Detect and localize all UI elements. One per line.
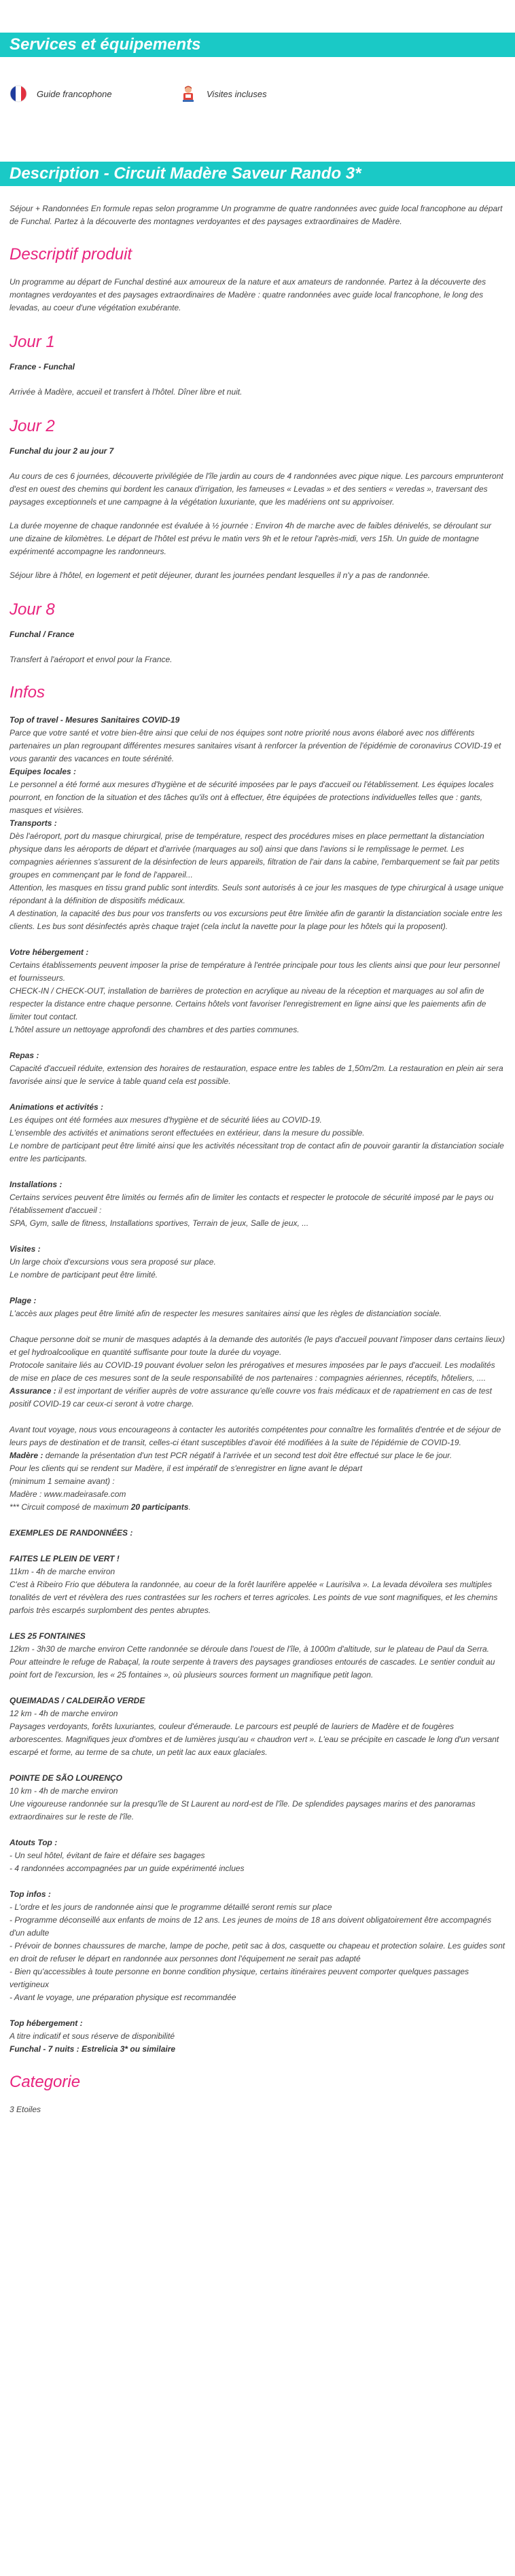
day-paragraph: La durée moyenne de chaque randonnée est évaluée à ½ journée : Environ 4h de marche avec de faibles dénivelés, se déroulant sur une dizaine de kilomètres. Le départ de l'hôtel est prévu le matin vers 9h et le retour l'après-midi, vers 15h. Un guide de montagne expérimenté accompagne les randonneurs. xyxy=(10,521,492,556)
info-line: Un large choix d'excursions vous sera proposé sur place. xyxy=(10,1257,216,1267)
info-heading: QUEIMADAS / CALDEIRÃO VERDE xyxy=(10,1696,145,1705)
spacer xyxy=(10,1617,505,1630)
descriptif-heading: Descriptif produit xyxy=(10,245,132,264)
info-line: CHECK-IN / CHECK-OUT, installation de barrières de protection en acrylique au niveau de la réception et marquages au sol afin de respecter la distance entre chaque personne. Certains hôtels vont favoriser l'enregistrement en ligne ainsi que les paiements afin de limiter tout contact. xyxy=(10,986,486,1021)
info-heading: Top infos : xyxy=(10,1889,51,1899)
spacer xyxy=(10,2004,505,2017)
info-line: Une vigoureuse randonnée sur la presqu'île de St Laurent au nord-est de l'île. De splendides paysages marins et des panoramas extraordinaires sur le reste de l'île. xyxy=(10,1799,476,1821)
feature-guide-label: Guide francophone xyxy=(37,88,112,99)
descriptif-text: Un programme au départ de Funchal destiné aux amoureux de la nature et aux amateurs de randonnée. Partez à la découverte des montagnes verdoyantes et des paysages extraordinaires de Madère : quatre randonnées avec guide local francophone, le long des levadas, au coeur d'une végétation exubérante. xyxy=(10,277,486,312)
spacer xyxy=(10,1165,505,1178)
info-line: Attention, les masques en tissu grand public sont interdits. Seuls sont autorisés à ce jour les masques de type chirurgical à usage unique répondant à la définition de dispositifs médicaux. xyxy=(10,883,504,905)
day-heading: Jour 2 xyxy=(10,417,55,435)
feature-visits-label: Visites incluses xyxy=(207,88,267,99)
day-heading: Jour 1 xyxy=(10,333,55,351)
admission-ticket-icon xyxy=(179,85,197,103)
info-line: - Un seul hôtel, évitant de faire et défaire ses bagages xyxy=(10,1851,205,1860)
spacer xyxy=(10,1230,505,1243)
services-list xyxy=(0,57,515,114)
services-header: Services et équipements xyxy=(0,33,515,57)
info-heading: LES 25 FONTAINES xyxy=(10,1631,86,1641)
info-line: A titre indicatif et sous réserve de disponibilité xyxy=(10,2031,175,2041)
info-heading: Repas : xyxy=(10,1051,39,1060)
description-content xyxy=(0,186,515,2116)
spacer xyxy=(10,1759,505,1772)
info-heading: Atouts Top : xyxy=(10,1838,58,1847)
info-line: 11km - 4h de marche environ xyxy=(10,1567,116,1576)
info-heading: Top hébergement : xyxy=(10,2018,83,2028)
categorie-heading: Categorie xyxy=(10,2073,81,2091)
info-label: Assurance : xyxy=(10,1386,56,1396)
info-line: Certains établissements peuvent imposer la prise de température à l'entrée principale pour tous les clients ainsi que pour leur personnel et fournisseurs. xyxy=(10,960,500,983)
info-line: Le nombre de participant peut être limité. xyxy=(10,1270,158,1280)
info-line: C'est à Ribeiro Frio que débutera la randonnée, au coeur de la forêt laurifère appelée « Laurisilva ». La levada dévoilera ses multiples tonalités de vert et révèlera des rues contrastées sur les rochers et terres agricoles. Les points de vue sont magnifiques, et les chemins parfois très escarpés surplombent des pentes abruptes. xyxy=(10,1580,498,1615)
info-line: Certains services peuvent être limités ou fermés afin de limiter les contacts et respecter le protocole de sécurité imposé par le pays ou l'établissement d'accueil : xyxy=(10,1193,494,1215)
info-line: - Bien qu'accessibles à toute personne en bonne condition physique, certains itinéraires peuvent comporter quelques passages vertigineux xyxy=(10,1967,469,1989)
categorie-value: 3 Etoiles xyxy=(10,2105,41,2114)
info-line: - Avant le voyage, une préparation physique est recommandée xyxy=(10,1993,236,2002)
intro-text: Séjour + Randonnées En formule repas selon programme Un programme de quatre randonnées avec guide local francophone au départ de Funchal. Partez à la découverte des montagnes verdoyantes et des paysages extraordinaires de Madère. xyxy=(10,204,503,226)
info-line: Le nombre de participant peut être limité ainsi que les activités nécessitant trop de contact afin de pouvoir garantir la distanciation sociale entre les participants. xyxy=(10,1141,504,1163)
day-paragraph: Transfert à l'aéroport et envol pour la France. xyxy=(10,655,173,664)
spacer xyxy=(10,1036,505,1049)
info-line: - 4 randonnées accompagnées par un guide expérimenté inclues xyxy=(10,1864,245,1873)
day-subtitle: France - Funchal xyxy=(10,362,75,371)
info-line: Capacité d'accueil réduite, extension des horaires de restauration, espace entre les tables de 1,50m/2m. La restauration en plein air sera favorisée ainsi que le service à table quand cela est possible. xyxy=(10,1064,503,1086)
info-line: Protocole sanitaire liés au COVID-19 pouvant évoluer selon les prérogatives et mesures imposées par le pays d'accueil. Les modalités de mise en place de ces mesures sont de la seule responsabilité de nos partenaires : compagnies aériennes, réceptifs, hôteliers, .... xyxy=(10,1360,495,1383)
itinerary xyxy=(10,332,505,666)
info-line: Dès l'aéroport, port du masque chirurgical, prise de température, respect des procédures mises en place permettant la distanciation physique dans les aéroports de départ et d'arrivée (marquages au sol) ainsi que dans l'avions si le remplissage le permet. Les compagnies aériennes s'assurent de la désinfection de leurs appareils, filtration de l'air dans la cabine, l'embarquement se fait par petits groupes en commençant par le fond de l'appareil... xyxy=(10,831,500,879)
spacer xyxy=(10,1514,505,1527)
day-heading: Jour 8 xyxy=(10,600,55,619)
info-heading: Installations : xyxy=(10,1180,63,1189)
spacer xyxy=(10,933,505,946)
info-heading: EXEMPLES DE RANDONNÉES : xyxy=(10,1528,133,1538)
infos-block xyxy=(10,714,505,2056)
info-line: - L'ordre et les jours de randonnée ainsi que le programme détaillé seront remis sur place xyxy=(10,1902,332,1912)
info-heading: Top of travel - Mesures Sanitaires COVID-19 xyxy=(10,715,180,725)
info-heading: POINTE DE SÃO LOURENÇO xyxy=(10,1773,123,1783)
spacer xyxy=(10,1320,505,1333)
spacer xyxy=(10,1282,505,1294)
info-line: 10 km - 4h de marche environ xyxy=(10,1786,118,1796)
spacer xyxy=(10,1411,505,1423)
info-line: Madère : www.madeirasafe.com xyxy=(10,1489,126,1499)
info-line: Assurance : il est important de vérifier auprès de votre assurance qu'elle couvre vos frais médicaux et de rapatriement en cas de test positif COVID-19 car ceux-ci seront à votre charge. xyxy=(10,1386,492,1409)
info-heading: Transports : xyxy=(10,818,57,828)
day-paragraph: Séjour libre à l'hôtel, en logement et petit déjeuner, durant les journées pendant lesquelles il n'y a pas de randonnée. xyxy=(10,570,431,580)
info-line: (minimum 1 semaine avant) : xyxy=(10,1476,115,1486)
info-heading: FAITES LE PLEIN DE VERT ! xyxy=(10,1554,120,1563)
info-line: L'ensemble des activités et animations seront effectuées en extérieur, dans la mesure du possible. xyxy=(10,1128,365,1138)
info-heading: Votre hébergement : xyxy=(10,947,89,957)
info-line: Parce que votre santé et votre bien-être ainsi que celui de nos équipes sont notre priorité nous avons élaboré avec nos différents partenaires un plan regroupant différentes mesures sanitaires visant à renforcer la prévention de l'épidémie de coronavirus COVID-19 et vous garantir des vacances en toute sérénité. xyxy=(10,728,501,763)
info-line: 12km - 3h30 de marche environ Cette randonnée se déroule dans l'ouest de l'île, à 1000m d'altitude, sur le plateau de Paul da Serra. Pour atteindre le refuge de Rabaçal, la route serpente à travers des paysages grandioses entourés de cascades. Le sentier conduit au point fort de l'excursion, les « 25 fontaines », où plusieurs sources forment un magnifique petit lagon. xyxy=(10,1644,495,1680)
info-line: Madère : demande la présentation d'un test PCR négatif à l'arrivée et un second test doit être effectué sur place le 6e jour. xyxy=(10,1451,452,1460)
info-line: Pour les clients qui se rendent sur Madère, il est impératif de s'enregistrer en ligne avant le départ xyxy=(10,1464,363,1473)
feature-guide xyxy=(10,85,179,103)
info-emphasis: 20 participants xyxy=(130,1502,189,1512)
day-subtitle: Funchal / France xyxy=(10,630,75,639)
info-line: *** Circuit composé de maximum 20 participants. xyxy=(10,1502,191,1512)
description-header: Description - Circuit Madère Saveur Rando 3* xyxy=(0,162,515,186)
day-paragraph: Arrivée à Madère, accueil et transfert à l'hôtel. Dîner libre et nuit. xyxy=(10,387,243,397)
info-heading: Funchal - 7 nuits : Estrelicia 3* ou similaire xyxy=(10,2044,176,2054)
info-line: A destination, la capacité des bus pour vos transferts ou vos excursions peut être limitée afin de garantir la distanciation sociale entre les clients. Les bus sont désinfectés après chaque trajet (cela inclut la navette pour la plage pour les hôtels qui la proposent). xyxy=(10,909,503,931)
info-heading: Plage : xyxy=(10,1296,37,1305)
info-line: Paysages verdoyants, forêts luxuriantes, couleur d'émeraude. Le parcours est peuplé de lauriers de Madère et de fougères arborescentes. Magnifiques jeux d'ombres et de lumières jusqu'au « chaudron vert ». L'eau se précipite en cascade le long d'un versant escarpé et forme, au terme de sa chute, un petit lac aux eaux glaciales. xyxy=(10,1722,499,1757)
info-line: Avant tout voyage, nous vous encourageons à contacter les autorités compétentes pour connaître les formalités d'entrée et de séjour de leurs pays de destination et de transit, celles-ci étant susceptibles d'avoir été modifiées à la suite de l'épidémie de COVID-19. xyxy=(10,1425,501,1447)
info-line: 12 km - 4h de marche environ xyxy=(10,1709,118,1718)
info-heading: Animations et activités : xyxy=(10,1102,104,1112)
day-paragraph: Au cours de ces 6 journées, découverte privilégiée de l'île jardin au cours de 4 randonnées avec pique nique. Les parcours emprunteront d'est en ouest des chemins qui bordent les canaux d'irrigation, les fameuses « Levadas » et des sentiers « veredas », traversant des paysages exceptionnels et une campagne à la végétation luxuriante, que les madériens ont su apprivoiser. xyxy=(10,471,503,507)
spacer xyxy=(10,1540,505,1553)
spacer xyxy=(10,1088,505,1101)
info-heading: Visites : xyxy=(10,1244,41,1254)
infos-heading: Infos xyxy=(10,683,46,702)
spacer xyxy=(10,1824,505,1836)
info-line: - Programme déconseillé aux enfants de moins de 12 ans. Les jeunes de moins de 18 ans doivent obligatoirement être accompagnés d'un adulte xyxy=(10,1915,492,1938)
info-line: L'hôtel assure un nettoyage approfondi des chambres et des parties communes. xyxy=(10,1025,300,1034)
info-line: Les équipes ont été formées aux mesures d'hygiène et de sécurité liées au COVID-19. xyxy=(10,1115,322,1125)
day-subtitle: Funchal du jour 2 au jour 7 xyxy=(10,446,114,456)
info-line: Le personnel a été formé aux mesures d'hygiène et de sécurité imposées par le pays d'accueil ou l'établissement. Les équipes locales pourront, en fonction de la situation et des tâches qu'ils ont à effectuer, être équipées de protections individuelles telles que : gants, masques et visières. xyxy=(10,780,494,815)
info-heading: Equipes locales : xyxy=(10,767,77,776)
info-line: Chaque personne doit se munir de masques adaptés à la demande des autorités (le pays d'accueil pouvant l'imposer dans certains lieux) et gel hydroalcoolique en quantité suffisante pour toute la durée du voyage. xyxy=(10,1335,505,1357)
info-line: - Prévoir de bonnes chaussures de marche, lampe de poche, petit sac à dos, casquette ou chapeau et protection solaire. Les guides sont en droit de refuser le départ en randonnée aux personnes dont l'équipement ne serait pas adapté xyxy=(10,1941,505,1963)
spacer xyxy=(10,1875,505,1888)
spacer xyxy=(10,1682,505,1694)
french-flag-icon xyxy=(10,85,27,103)
feature-visits xyxy=(179,85,349,103)
info-label: Madère : xyxy=(10,1451,43,1460)
info-line: L'accès aux plages peut être limité afin de respecter les mesures sanitaires ainsi que les règles de distanciation sociale. xyxy=(10,1309,442,1318)
info-line: SPA, Gym, salle de fitness, Installations sportives, Terrain de jeux, Salle de jeux, ... xyxy=(10,1218,309,1228)
